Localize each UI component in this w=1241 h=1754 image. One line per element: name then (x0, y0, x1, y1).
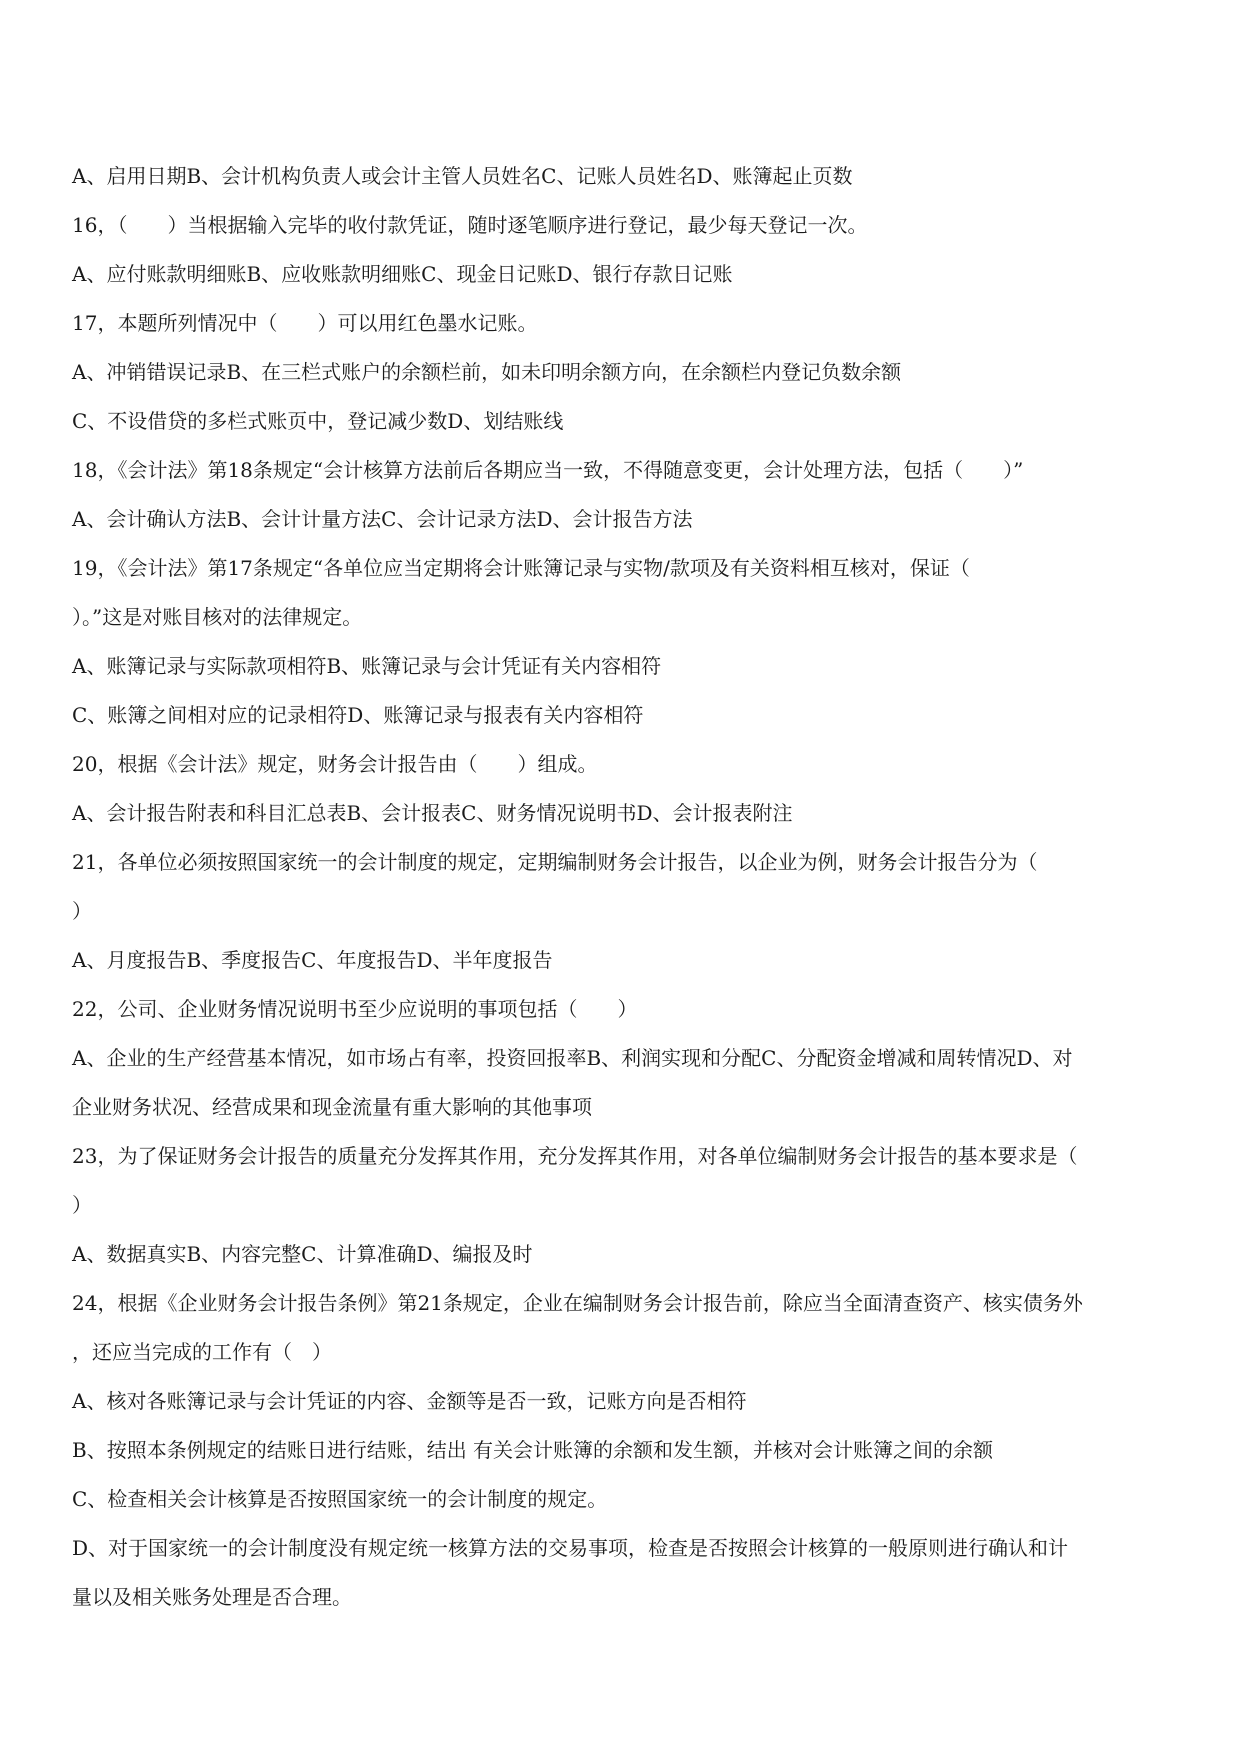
option-line-q23: A、数据真实B、内容完整C、计算准确D、编报及时 (72, 1242, 533, 1266)
question-24-continued: ，还应当完成的工作有（ ） (72, 1340, 332, 1364)
option-line-q18: A、会计确认方法B、会计计量方法C、会计记录方法D、会计报告方法 (72, 507, 693, 531)
question-18: 18，《会计法》第18条规定“会计核算方法前后各期应当一致，不得随意变更，会计处理方法，包括（ ）” (72, 458, 1024, 482)
option-line-q16: A、应付账款明细账B、应收账款明细账C、现金日记账D、银行存款日记账 (72, 262, 733, 286)
option-line-q22: A、企业的生产经营基本情况，如市场占有率，投资回报率B、利润实现和分配C、分配资金增减和周转情况D、对 (72, 1046, 1073, 1070)
option-line-q24-d: D、对于国家统一的会计制度没有规定统一核算方法的交易事项，检查是否按照会计核算的一般原则进行确认和计 (72, 1536, 1069, 1560)
question-21-continued: ） (72, 899, 92, 923)
option-line-q24-c: C、检查相关会计核算是否按照国家统一的会计制度的规定。 (72, 1487, 608, 1511)
option-line-q20: A、会计报告附表和科目汇总表B、会计报表C、财务情况说明书D、会计报表附注 (72, 801, 793, 825)
option-line-q15: A、启用日期B、会计机构负责人或会计主管人员姓名C、记账人员姓名D、账簿起止页数 (72, 164, 853, 188)
option-line-q24-b: B、按照本条例规定的结账日进行结账，结出 有关会计账簿的余额和发生额，并核对会计账簿之间的余额 (72, 1438, 994, 1462)
option-line-q24-a: A、核对各账簿记录与会计凭证的内容、金额等是否一致，记账方向是否相符 (72, 1389, 747, 1413)
option-line-q19-c: C、账簿之间相对应的记录相符D、账簿记录与报表有关内容相符 (72, 703, 644, 727)
question-19-continued: ）。”这是对账目核对的法律规定。 (72, 605, 363, 629)
document-body (72, 152, 1172, 1622)
option-line-q22-continued: 企业财务状况、经营成果和现金流量有重大影响的其他事项 (72, 1095, 592, 1119)
question-23: 23，为了保证财务会计报告的质量充分发挥其作用，充分发挥其作用，对各单位编制财务会计报告的基本要求是（ (72, 1144, 1078, 1168)
question-17: 17，本题所列情况中（ ）可以用红色墨水记账。 (72, 311, 538, 335)
option-line-q17-c: C、不设借贷的多栏式账页中，登记减少数D、划结账线 (72, 409, 564, 433)
question-23-continued: ） (72, 1193, 92, 1217)
option-line-q19-a: A、账簿记录与实际款项相符B、账簿记录与会计凭证有关内容相符 (72, 654, 662, 678)
question-16: 16，（ ）当根据输入完毕的收付款凭证，随时逐笔顺序进行登记，最少每天登记一次。 (72, 213, 868, 237)
question-24: 24，根据《企业财务会计报告条例》第21条规定，企业在编制财务会计报告前，除应当全面清查资产、核实债务外 (72, 1291, 1083, 1315)
option-line-q21: A、月度报告B、季度报告C、年度报告D、半年度报告 (72, 948, 553, 972)
option-line-q24-d-continued: 量以及相关账务处理是否合理。 (72, 1585, 352, 1609)
option-line-q17-a: A、冲销错误记录B、在三栏式账户的余额栏前，如未印明余额方向，在余额栏内登记负数余额 (72, 360, 902, 384)
question-21: 21，各单位必须按照国家统一的会计制度的规定，定期编制财务会计报告，以企业为例，财务会计报告分为（ (72, 850, 1038, 874)
question-20: 20，根据《会计法》规定，财务会计报告由（ ）组成。 (72, 752, 598, 776)
question-22: 22，公司、企业财务情况说明书至少应说明的事项包括（ ） (72, 997, 638, 1021)
question-19: 19，《会计法》第17条规定“各单位应当定期将会计账簿记录与实物/款项及有关资料相互核对，保证（ (72, 556, 970, 580)
